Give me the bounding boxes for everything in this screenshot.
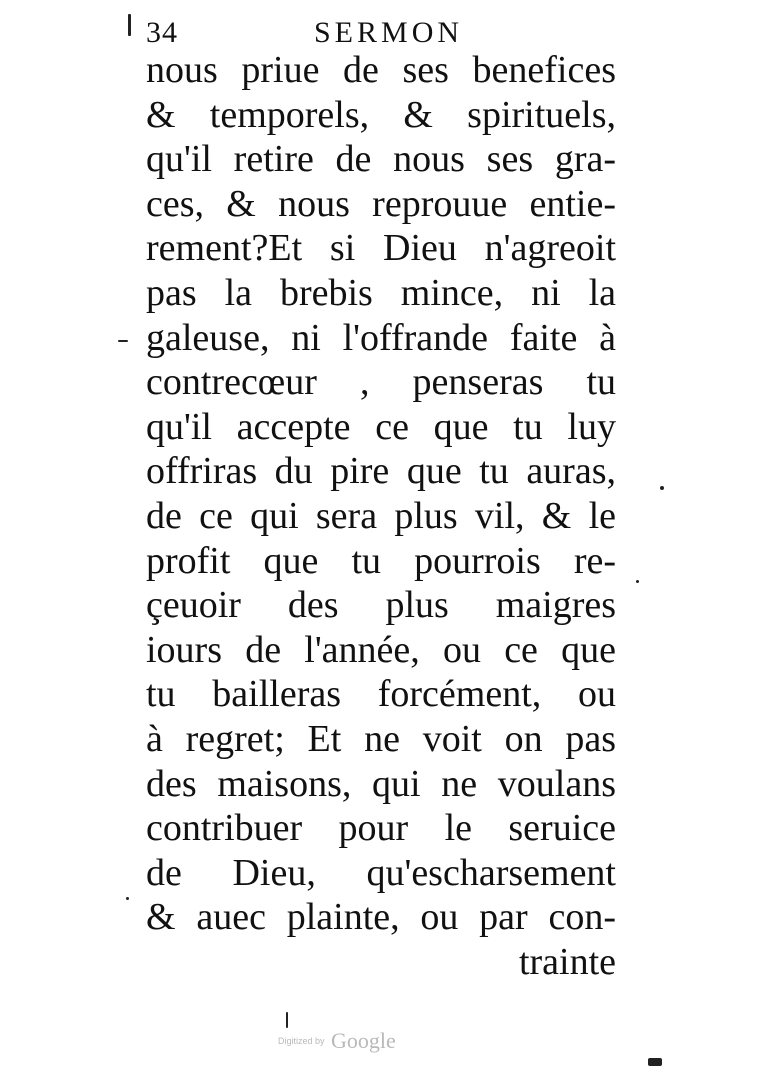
print-speck (660, 486, 664, 490)
sermon-text (146, 48, 616, 984)
text-line: des maisons, qui ne voulans (146, 762, 616, 805)
print-speck (636, 580, 639, 583)
text-line: qu'il accepte ce que tu luy (146, 405, 616, 448)
print-speck (286, 1012, 288, 1028)
print-speck (118, 340, 128, 342)
text-line: tu bailleras forcément, ou (146, 673, 616, 716)
digitized-watermark (278, 1028, 396, 1054)
text-line: offriras du pire que tu auras, (146, 450, 616, 493)
text-line: iours de l'année, ou ce que (146, 628, 616, 671)
text-line: çeuoir des plus maigres (146, 584, 616, 627)
text-line: de ce qui sera plus vil, & le (146, 494, 616, 537)
text-line: profit que tu pourrois re- (146, 539, 616, 582)
text-line: rement?Et si Dieu n'agreoit (146, 227, 616, 270)
print-speck (648, 1058, 662, 1066)
text-line: à regret; Et ne voit on pas (146, 717, 616, 760)
catchword: trainte (518, 940, 616, 983)
text-line: & auec plainte, ou par con- (146, 896, 616, 939)
page-number: 34 (146, 16, 178, 49)
text-line: galeuse, ni l'offrande faite à (146, 316, 616, 359)
text-line: pas la brebis mince, ni la (146, 271, 616, 314)
text-line: contribuer pour le seruice (146, 807, 616, 850)
text-line: ces, & nous reprouue entie- (146, 182, 616, 225)
text-line: qu'il retire de nous ses gra- (146, 138, 616, 181)
text-line: nous priue de ses benefices (146, 49, 616, 91)
print-speck (126, 897, 129, 900)
print-speck (128, 14, 131, 36)
google-label: Google (330, 1028, 396, 1053)
text-line: contrecœur , penseras tu (146, 361, 616, 404)
digitized-label: Digitized by (278, 1036, 325, 1046)
text-line: & temporels, & spirituels, (146, 93, 616, 136)
text-line: de Dieu, qu'escharsement (146, 851, 616, 894)
running-head: SERMON (314, 16, 464, 49)
